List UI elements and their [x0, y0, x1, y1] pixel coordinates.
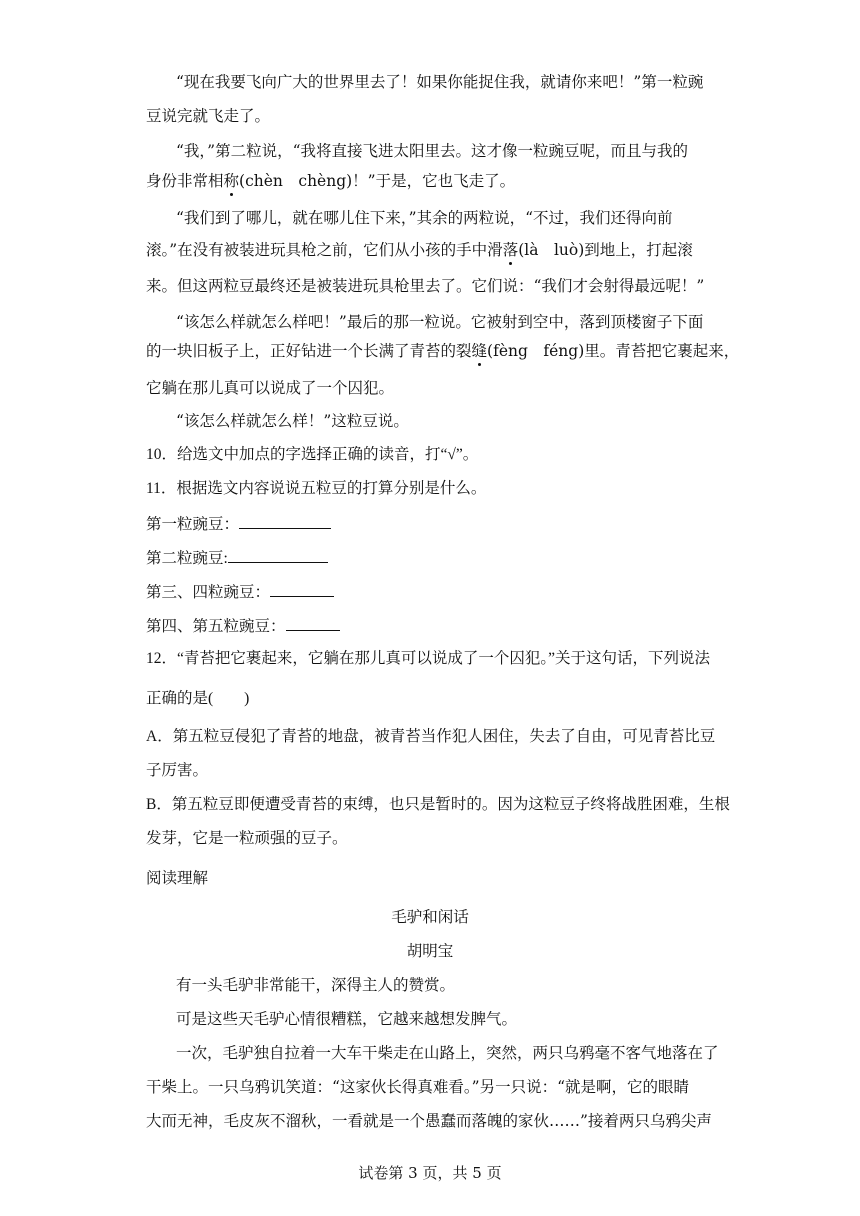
- option-b-line2: 发芽，它是一粒顽强的豆子。: [146, 830, 348, 847]
- passage-p3-line2: [146, 240, 693, 260]
- article-s1: 有一头毛驴非常能干，深得主人的赞赏。: [176, 976, 456, 994]
- passage-p2-line2: [146, 171, 515, 191]
- option-a-line1[interactable]: A．第五粒豆侵犯了青苔的地盘，被青苔当作犯人困住，失去了自由，可见青苔比豆: [146, 728, 716, 745]
- passage-p5-line1: “该怎么样就怎么样！”这粒豆说。: [176, 412, 409, 430]
- article-s3-line3: 大而无神，毛皮灰不溜秋，一看就是一个愚蠢而落魄的家伙……”接着两只乌鸦尖声: [146, 1112, 712, 1130]
- passage-text: 的一块旧板子上，正好钻进一个长满了青苔的裂: [146, 342, 472, 360]
- question-10: 10．给选文中加点的字选择正确的读音，打“√”。: [146, 446, 479, 463]
- answer-blank[interactable]: [228, 547, 328, 563]
- answer-line-second-pea: [146, 547, 328, 569]
- page-footer: 试卷第 3 页，共 5 页: [358, 1164, 502, 1182]
- passage-text: (là luò)到地上，打起滚: [518, 241, 693, 259]
- dotted-char: 称: [223, 172, 240, 190]
- question-12-line1: 12．“青苔把它裹起来，它躺在那儿真可以说成了一个囚犯。”关于这句话，下列说法: [146, 650, 711, 667]
- option-b-line1[interactable]: B．第五粒豆即便遭受青苔的束缚，也只是暂时的。因为这粒豆子终将战胜困难，生根: [146, 796, 730, 813]
- answer-line-fourth-fifth-pea: [146, 615, 340, 637]
- question-11: 11．根据选文内容说说五粒豆的打算分别是什么。: [146, 480, 487, 497]
- passage-p3-line1: “我们到了哪儿，就在哪儿住下来，”其余的两粒说，“不过，我们还得向前: [176, 209, 673, 227]
- question-12-line2: 正确的是( ): [146, 690, 250, 707]
- passage-p4-line1: “该怎么样就怎么样吧！”最后的那一粒说。它被射到空中，落到顶楼窗子下面: [176, 313, 704, 331]
- answer-label: 第一粒豌豆：: [146, 516, 240, 533]
- answer-line-third-fourth-pea: [146, 581, 334, 603]
- article-title: 毛驴和闲话: [391, 908, 469, 926]
- passage-text: 身份非常相: [146, 172, 224, 190]
- answer-label: 第三、四粒豌豆：: [146, 584, 271, 601]
- passage-p4-line2: [146, 341, 739, 361]
- article-s2: 可是这些天毛驴心情很糟糕，它越来越想发脾气。: [176, 1010, 518, 1028]
- passage-p1-line2: 豆说完就飞走了。: [146, 107, 271, 125]
- answer-blank[interactable]: [270, 581, 334, 597]
- answer-label: 第四、第五粒豌豆：: [146, 618, 286, 635]
- article-s3-line2: 干柴上。一只乌鸦讥笑道：“这家伙长得真难看。”另一只说：“就是啊，它的眼睛: [146, 1078, 690, 1096]
- answer-label: 第二粒豌豆:: [146, 550, 228, 567]
- article-s3-line1: 一次，毛驴独自拉着一大车干柴走在山路上，突然，两只乌鸦毫不客气地落在了: [176, 1044, 719, 1062]
- passage-p3-line3: 来。但这两粒豆最终还是被装进玩具枪里去了。它们说：“我们才会射得最远呢！”: [146, 277, 705, 295]
- passage-text: (fèng féng)里。青苔把它裹起来，: [487, 342, 740, 360]
- answer-line-first-pea: [146, 513, 331, 535]
- option-a-line2: 子厉害。: [146, 762, 209, 779]
- section-label: 阅读理解: [146, 870, 209, 887]
- passage-p2-line1: “我，”第二粒说，“我将直接飞进太阳里去。这才像一粒豌豆呢，而且与我的: [176, 142, 689, 160]
- passage-text: 滚。”在没有被装进玩具枪之前，它们从小孩的手中滑: [146, 241, 503, 259]
- passage-text: (chèn chèng)！”于是，它也飞走了。: [239, 172, 516, 190]
- answer-blank[interactable]: [286, 615, 340, 631]
- article-author: 胡明宝: [406, 942, 454, 960]
- passage-p4-line3: 它躺在那儿真可以说成了一个囚犯。: [146, 379, 395, 397]
- dotted-char: 落: [502, 241, 519, 259]
- answer-blank[interactable]: [239, 513, 331, 529]
- dotted-char: 缝: [471, 342, 488, 360]
- passage-p1-line1: “现在我要飞向广大的世界里去了！如果你能捉住我，就请你来吧！”第一粒豌: [176, 73, 704, 91]
